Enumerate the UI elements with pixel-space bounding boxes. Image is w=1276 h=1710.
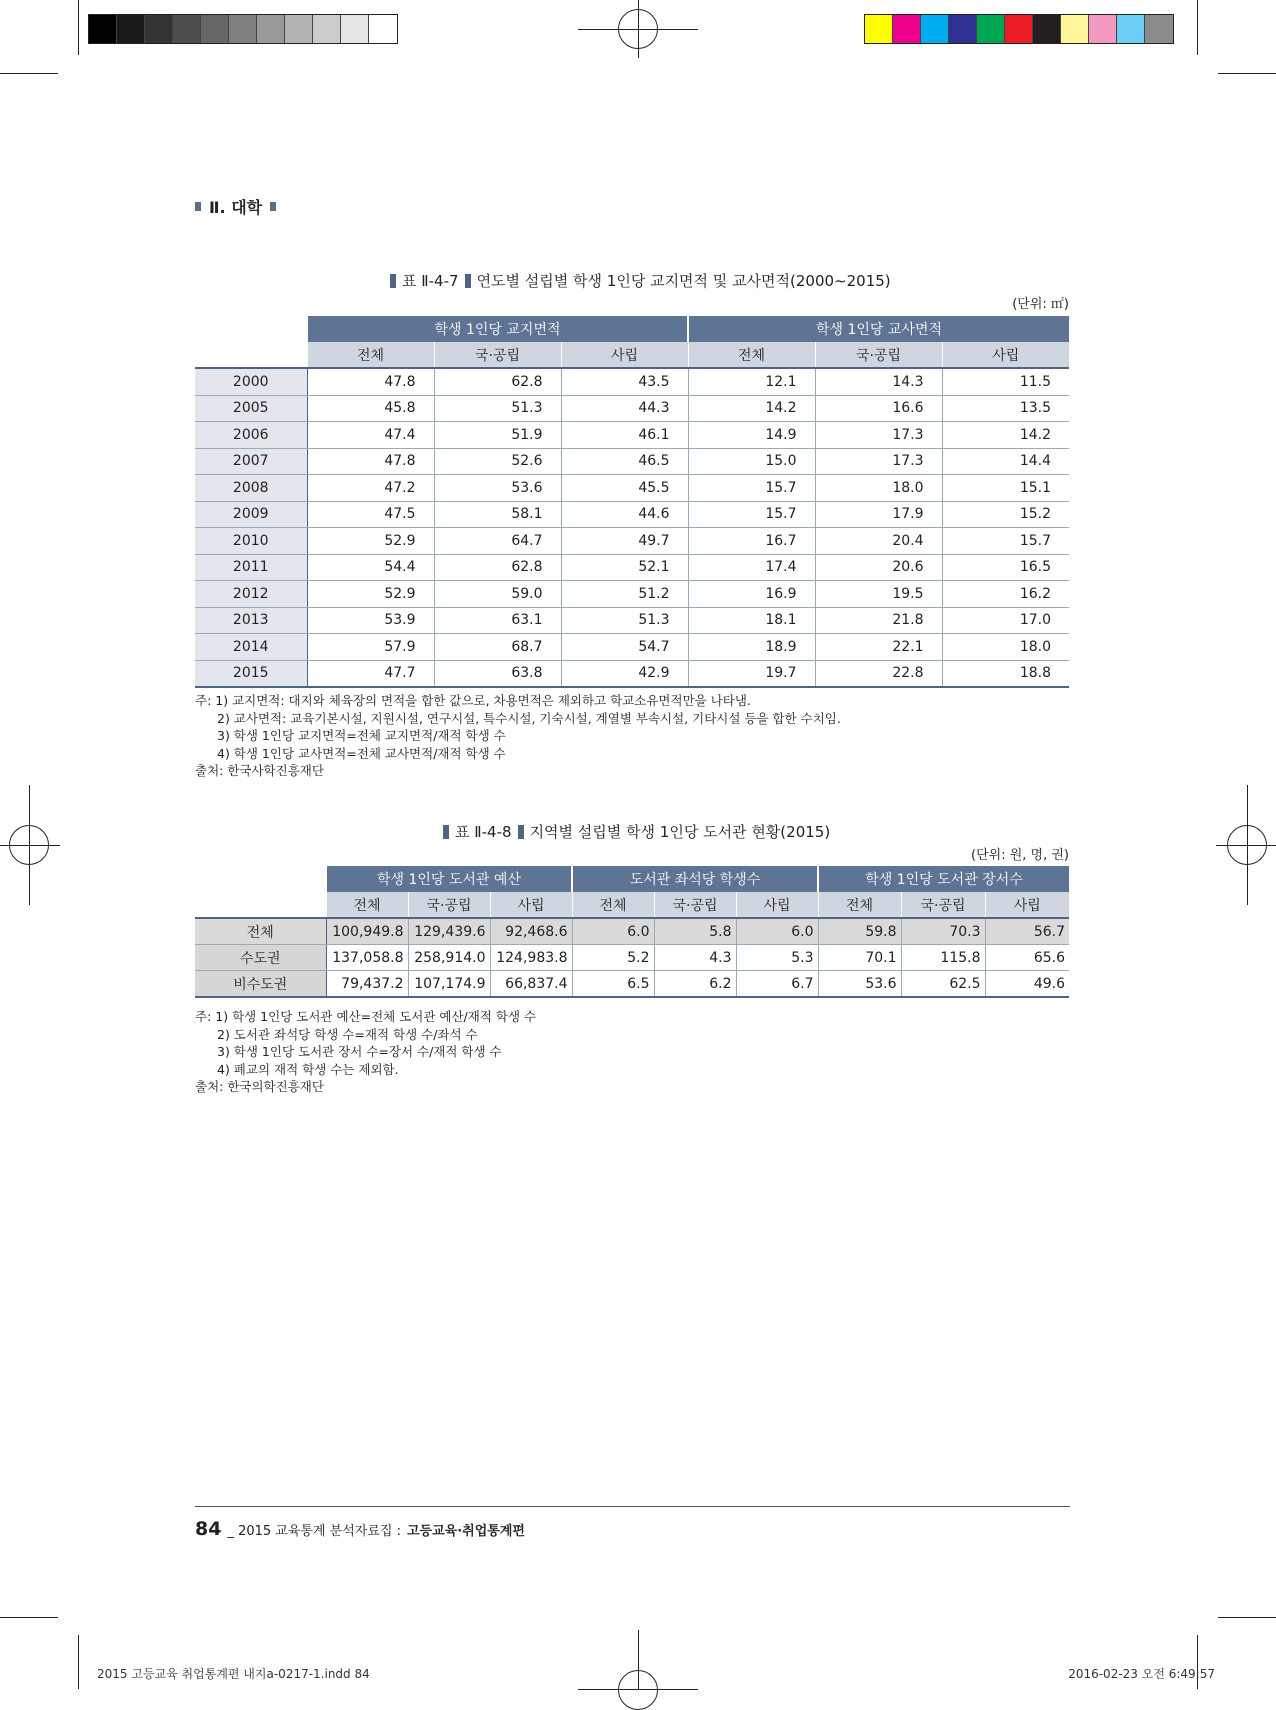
table-cell: 47.8 [307,368,434,395]
table-cell: 107,174.9 [408,971,490,998]
table-cell: 6.7 [736,971,818,998]
table-row [195,607,1069,634]
table-cell: 17.3 [815,422,942,449]
color-swatch [313,15,341,43]
row-label: 2005 [195,395,307,422]
table-row [195,945,1069,971]
color-swatch [865,15,893,43]
table-cell: 43.5 [561,368,688,395]
table-cell: 22.8 [815,660,942,687]
row-label: 2013 [195,607,307,634]
book-title: _ 2015 교육통계 분석자료집 : [227,1524,401,1539]
row-label: 2015 [195,660,307,687]
page-number: 84 [195,1518,222,1540]
color-swatch [117,15,145,43]
color-swatch [229,15,257,43]
table-cell: 59.0 [434,581,561,608]
table-cell: 12.1 [688,368,815,395]
color-swatch [1089,15,1117,43]
table-cell: 49.7 [561,528,688,555]
table-cell: 66,837.4 [490,971,572,998]
title-bar-icon [443,825,449,839]
color-swatch [1117,15,1145,43]
color-swatch [893,15,921,43]
group-header: 학생 1인당 교사면적 [688,316,1069,342]
table-row [195,448,1069,475]
table-cell: 6.0 [572,918,654,945]
table2-title-text: 지역별 설립별 학생 1인당 도서관 현황(2015) [529,823,831,841]
table-cell: 16.5 [942,554,1069,581]
table-row [195,581,1069,608]
table-cell: 20.6 [815,554,942,581]
table-cell: 5.3 [736,945,818,971]
page-footer [195,1518,525,1540]
table-cell: 70.3 [901,918,985,945]
table-cell: 115.8 [901,945,985,971]
column-header: 국·공립 [434,342,561,368]
table-cell: 18.8 [942,660,1069,687]
table-row [195,528,1069,555]
table-cell: 18.9 [688,634,815,661]
table-cell: 11.5 [942,368,1069,395]
group-header: 도서관 좌석당 학생수 [572,866,818,892]
color-swatch [1061,15,1089,43]
table-cell: 21.8 [815,607,942,634]
column-header: 국·공립 [815,342,942,368]
column-header: 전체 [818,892,901,918]
table-cell: 44.6 [561,501,688,528]
column-header: 사립 [736,892,818,918]
table-cell: 4.3 [654,945,736,971]
row-label: 2012 [195,581,307,608]
table-cell: 45.5 [561,475,688,502]
table-cell: 18.1 [688,607,815,634]
column-header: 국·공립 [408,892,490,918]
table-cell: 51.2 [561,581,688,608]
table-cell: 5.8 [654,918,736,945]
color-swatch [977,15,1005,43]
color-swatch [285,15,313,43]
note-line: 2) 도서관 좌석당 학생 수=재적 학생 수/좌석 수 [217,1026,478,1042]
color-swatch [921,15,949,43]
row-label: 2014 [195,634,307,661]
note-line: 3) 학생 1인당 교지면적=전체 교지면적/재적 학생 수 [217,728,506,743]
table-cell: 62.8 [434,554,561,581]
group-header: 학생 1인당 도서관 장서수 [818,866,1069,892]
color-swatch [949,15,977,43]
table-cell: 14.4 [942,448,1069,475]
table-cell: 63.8 [434,660,561,687]
table-cell: 15.7 [942,528,1069,555]
table-cell: 47.5 [307,501,434,528]
color-swatch [1145,15,1173,43]
table-cell: 13.5 [942,395,1069,422]
table-cell: 258,914.0 [408,945,490,971]
table-cell: 53.9 [307,607,434,634]
table-row [195,634,1069,661]
table-cell: 42.9 [561,660,688,687]
note-line: 출처: 한국의학진흥재단 [195,1079,324,1094]
section-label: Ⅱ. 대학 [209,198,263,217]
note-line: 주: 1) 교지면적: 대지와 체육장의 면적을 합한 값으로, 차용면적은 제외하고 학교소유면적만을 나타냄. [195,693,751,708]
table-cell: 100,949.8 [326,918,408,945]
column-header: 전체 [326,892,408,918]
table-cell: 22.1 [815,634,942,661]
table-cell: 17.9 [815,501,942,528]
table-cell: 16.6 [815,395,942,422]
note-line: 3) 학생 1인당 도서관 장서 수=장서 수/재적 학생 수 [217,1044,502,1059]
column-header: 사립 [561,342,688,368]
row-label: 비수도권 [195,971,326,998]
table-cell: 14.2 [942,422,1069,449]
color-swatch [341,15,369,43]
group-header: 학생 1인당 도서관 예산 [326,866,572,892]
table-cell: 5.2 [572,945,654,971]
table1-title-text: 연도별 설립별 학생 1인당 교지면적 및 교사면적(2000∼2015) [476,272,891,290]
color-swatch [89,15,117,43]
table1-code: 표 Ⅱ-4-7 [402,272,459,290]
table-row [195,660,1069,687]
table-row [195,475,1069,502]
table-cell: 15.7 [688,475,815,502]
table-row [195,422,1069,449]
table-cell: 47.7 [307,660,434,687]
table-cell: 53.6 [434,475,561,502]
table-cell: 54.7 [561,634,688,661]
table-cell: 14.3 [815,368,942,395]
table-row [195,918,1069,945]
bullet-icon [270,202,276,211]
table-cell: 15.7 [688,501,815,528]
table2-title [443,821,830,842]
corner-cell [195,892,326,918]
row-label: 전체 [195,918,326,945]
table2-code: 표 Ⅱ-4-8 [455,823,512,841]
table-cell: 15.1 [942,475,1069,502]
row-label: 2008 [195,475,307,502]
note-line: 4) 학생 1인당 교사면적=전체 교사면적/재적 학생 수 [217,745,506,761]
book-subtitle: 고등교육·취업통계편 [406,1524,525,1539]
table-cell: 51.3 [434,395,561,422]
table-cell: 52.9 [307,528,434,555]
table-cell: 137,058.8 [326,945,408,971]
column-header: 국·공립 [901,892,985,918]
table-cell: 65.6 [985,945,1069,971]
table-cell: 46.5 [561,448,688,475]
table-cell: 44.3 [561,395,688,422]
column-header: 전체 [688,342,815,368]
table-cell: 17.4 [688,554,815,581]
table1 [195,316,1069,688]
table-cell: 15.0 [688,448,815,475]
table-cell: 62.5 [901,971,985,998]
table-cell: 18.0 [942,634,1069,661]
table-cell: 51.9 [434,422,561,449]
note-line: 4) 폐교의 재적 학생 수는 제외함. [217,1061,399,1077]
color-swatch [145,15,173,43]
gray-color-bar [88,14,398,44]
title-bar-icon [465,274,471,288]
table-cell: 16.9 [688,581,815,608]
color-swatch [1033,15,1061,43]
table-cell: 16.7 [688,528,815,555]
section-header [195,195,276,218]
table-cell: 19.5 [815,581,942,608]
row-label: 2010 [195,528,307,555]
table-cell: 20.4 [815,528,942,555]
bullet-icon [195,202,201,211]
table-cell: 68.7 [434,634,561,661]
row-label: 2006 [195,422,307,449]
table-cell: 53.6 [818,971,901,998]
table-cell: 63.1 [434,607,561,634]
table-cell: 19.7 [688,660,815,687]
note-line: 2) 교사면적: 교육기본시설, 지원시설, 연구시설, 특수시설, 기숙시설, 계열별 부속시설, 기타시설 등을 합한 수치임. [217,710,841,726]
table-cell: 6.5 [572,971,654,998]
table-cell: 51.3 [561,607,688,634]
color-swatch [201,15,229,43]
table-cell: 18.0 [815,475,942,502]
table-cell: 16.2 [942,581,1069,608]
column-header: 국·공립 [654,892,736,918]
column-header: 사립 [985,892,1069,918]
column-header: 전체 [572,892,654,918]
table-cell: 17.3 [815,448,942,475]
note-line: 주: 1) 학생 1인당 도서관 예산=전체 도서관 예산/재적 학생 수 [195,1009,537,1024]
table-row [195,368,1069,395]
row-label: 2007 [195,448,307,475]
row-label: 2000 [195,368,307,395]
row-label: 2009 [195,501,307,528]
table1-notes [195,692,841,780]
table-cell: 59.8 [818,918,901,945]
table2-notes [195,1008,536,1096]
table-cell: 56.7 [985,918,1069,945]
table-row [195,971,1069,998]
color-swatch [369,15,397,43]
column-header: 사립 [490,892,572,918]
corner-cell [195,342,307,368]
table-cell: 52.6 [434,448,561,475]
color-swatch [257,15,285,43]
table-cell: 6.2 [654,971,736,998]
column-header: 사립 [942,342,1069,368]
slug-date: 2016-02-23 오전 6:49:57 [1068,1667,1215,1681]
table-cell: 70.1 [818,945,901,971]
table-cell: 46.1 [561,422,688,449]
row-label: 수도권 [195,945,326,971]
table-cell: 47.8 [307,448,434,475]
title-bar-icon [518,825,524,839]
table-cell: 62.8 [434,368,561,395]
table-cell: 129,439.6 [408,918,490,945]
group-header: 학생 1인당 교지면적 [307,316,688,342]
table-cell: 79,437.2 [326,971,408,998]
table-cell: 15.2 [942,501,1069,528]
table-cell: 52.1 [561,554,688,581]
table-cell: 58.1 [434,501,561,528]
corner-cell [195,316,307,342]
corner-cell [195,866,326,892]
table-cell: 124,983.8 [490,945,572,971]
table1-title [390,270,891,291]
row-label: 2011 [195,554,307,581]
table-cell: 45.8 [307,395,434,422]
table-cell: 64.7 [434,528,561,555]
table-cell: 92,468.6 [490,918,572,945]
table-cell: 14.2 [688,395,815,422]
table-cell: 17.0 [942,607,1069,634]
column-header: 전체 [307,342,434,368]
footer-rule [195,1506,1070,1507]
table1-unit: (단위: ㎡) [1012,297,1069,312]
table-cell: 14.9 [688,422,815,449]
table-row [195,395,1069,422]
slug-file: 2015 고등교육 취업통계편 내지a-0217-1.indd 84 [97,1667,370,1681]
table2 [195,866,1069,998]
table-cell: 57.9 [307,634,434,661]
table-cell: 47.2 [307,475,434,502]
table-row [195,554,1069,581]
table-cell: 52.9 [307,581,434,608]
table2-unit: (단위: 원, 명, 권) [971,848,1069,863]
table-cell: 54.4 [307,554,434,581]
table-row [195,501,1069,528]
table-cell: 47.4 [307,422,434,449]
title-bar-icon [390,274,396,288]
process-color-bar [864,14,1174,44]
table-cell: 6.0 [736,918,818,945]
color-swatch [1005,15,1033,43]
color-swatch [173,15,201,43]
note-line: 출처: 한국사학진흥재단 [195,763,324,778]
table-cell: 49.6 [985,971,1069,998]
